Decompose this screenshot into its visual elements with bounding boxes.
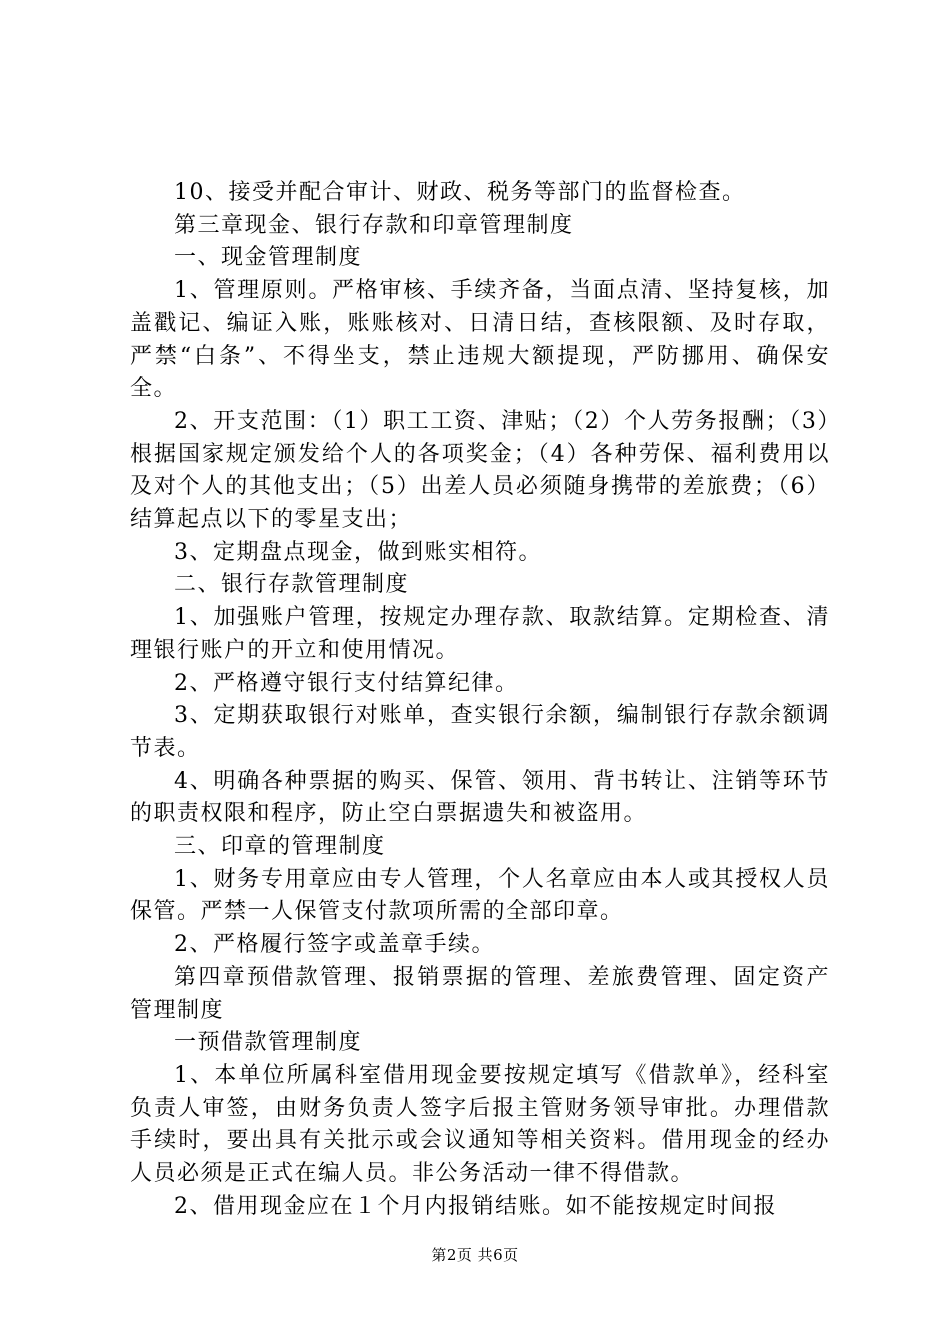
chapter-3-heading: 第三章现金、银行存款和印章管理制度 <box>174 212 574 238</box>
paragraph-bank-discipline: 2、严格遵守银行支付结算纪律。 <box>174 670 519 696</box>
chapter-4-heading: 第四章预借款管理、报销票据的管理、差旅费管理、固定资产管理制度 <box>130 964 830 1023</box>
section-bank-deposit-heading: 二、银行存款管理制度 <box>174 572 410 598</box>
paragraph-cash-principles: 1、管理原则。严格审核、手续齐备，当面点清、坚持复核，加盖戳记、编证入账，账账核对、日清日结，查核限额、及时存取，严禁“白条”、不得坐支，禁止违规大额提现，严防挪用、确保安全。 <box>130 278 830 402</box>
paragraph-seal-custody: 1、财务专用章应由专人管理，个人名章应由本人或其授权人员保管。严禁一人保管支付款项所需的全部印章。 <box>130 866 830 925</box>
paragraph-loan-application: 1、本单位所属科室借用现金要按规定填写《借款单》，经科室负责人审签，由财务负责人签字后报主管财务领导审批。办理借款手续时，要出具有关批示或会议通知等相关资料。借用现金的经办人员必须是正式在编人员。非公务活动一律不得借款。 <box>130 1062 830 1187</box>
page-number-footer: 第2页 共6页 <box>431 1246 519 1264</box>
paragraph-bank-statement: 3、定期获取银行对账单，查实银行余额，编制银行存款余额调节表。 <box>130 703 830 761</box>
section-cash-management-heading: 一、现金管理制度 <box>174 245 363 271</box>
document-body <box>130 177 830 1224</box>
paragraph-cash-scope: 2、开支范围：（1）职工工资、津贴；（2）个人劳务报酬；（3）根据国家规定颁发给个人的各项奖金；（4）各种劳保、福利费用以及对个人的其他支出；（5）出差人员必须随身携带的差旅费；（6）结算起点以下的零星支出； <box>130 408 830 533</box>
section-seal-heading: 三、印章的管理制度 <box>174 834 386 860</box>
paragraph-bank-account: 1、加强账户管理，按规定办理存款、取款结算。定期检查、清理银行账户的开立和使用情况。 <box>130 605 830 663</box>
paragraph-cash-inventory: 3、定期盘点现金，做到账实相符。 <box>174 539 542 565</box>
paragraph-bank-bills: 4、明确各种票据的购买、保管、领用、背书转让、注销等环节的职责权限和程序，防止空白票据遗失和被盗用。 <box>130 768 830 827</box>
paragraph-loan-settlement: 2、借用现金应在１个月内报销结账。如不能按规定时间报 <box>174 1193 777 1219</box>
paragraph-item-10: 10、接受并配合审计、财政、税务等部门的监督检查。 <box>174 180 746 205</box>
section-advance-loan-heading: 一预借款管理制度 <box>174 1030 363 1056</box>
paragraph-seal-procedure: 2、严格履行签字或盖章手续。 <box>174 932 495 958</box>
